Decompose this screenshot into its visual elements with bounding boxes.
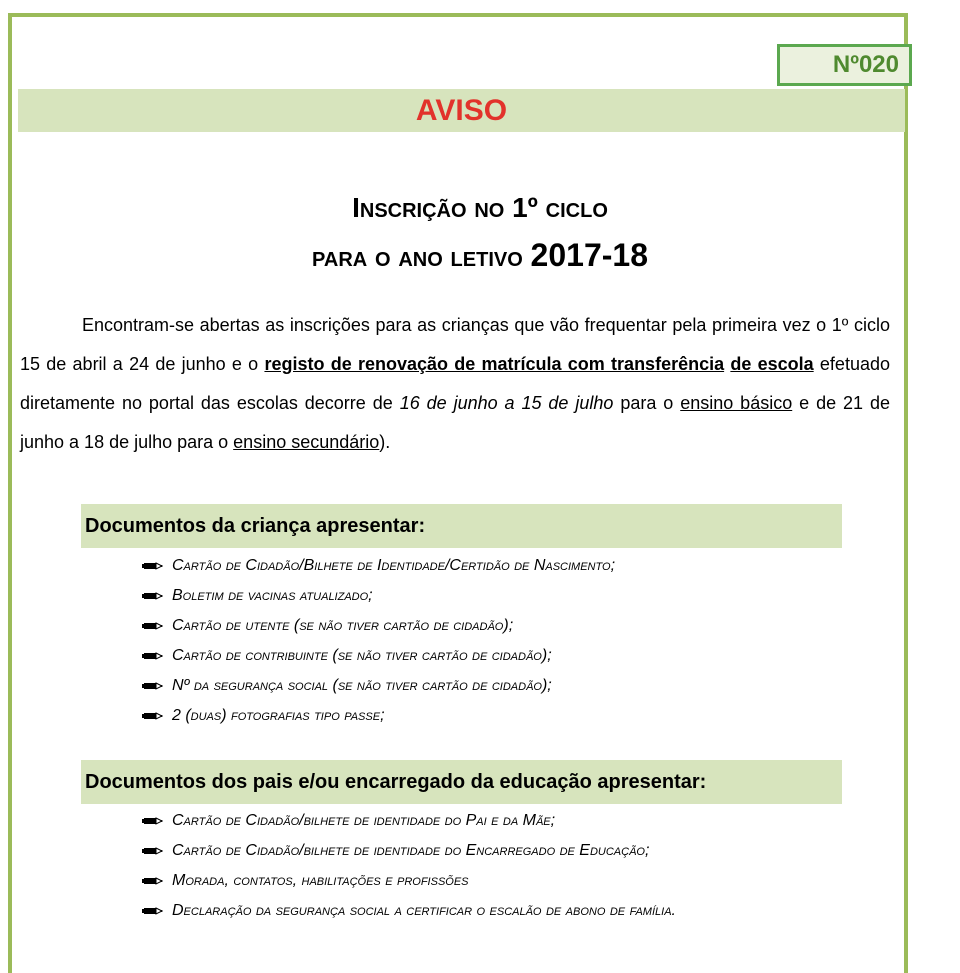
- title-line-2: [0, 237, 960, 274]
- para-text: efetuado diretamente no portal das escolas decorre de: [20, 354, 890, 413]
- list-item-text: Cartão de Cidadão/Bilhete de Identidade/Certidão de Nascimento;: [172, 557, 616, 574]
- para-text: Encontram-se abertas as inscrições para as crianças que vão frequentar pela primeira vez o 1º ciclo 15 de abril a 24 de junho e o: [20, 315, 890, 374]
- aviso-label: AVISO: [415, 93, 508, 127]
- child-documents-list: [142, 551, 615, 731]
- section-heading-text: Documentos da criança apresentar:: [85, 514, 426, 537]
- para-school-highlight: de escola: [730, 354, 814, 374]
- pen-icon: [142, 590, 164, 602]
- para-ensino-basico: ensino básico: [680, 393, 793, 413]
- announcement-paragraph: [20, 306, 890, 462]
- title-line-2-text: para o ano letivo: [312, 241, 531, 272]
- pen-icon: [142, 905, 164, 917]
- pen-icon: [142, 680, 164, 692]
- notice-number: Nº020: [832, 51, 899, 78]
- title-line-1: Inscrição no 1º ciclo: [352, 192, 608, 223]
- pen-icon: [142, 620, 164, 632]
- list-item-text: Cartão de Cidadão/bilhete de identidade do Encarregado de Educação;: [172, 842, 650, 859]
- list-item: [142, 896, 676, 926]
- list-item-text: Cartão de contribuinte (se não tiver cartão de cidadão);: [172, 647, 552, 664]
- list-item: [142, 806, 676, 836]
- pen-icon: [142, 875, 164, 887]
- section-heading-text: Documentos dos pais e/ou encarregado da educação apresentar:: [85, 770, 707, 793]
- para-text: e de 21 de junho a 18 de julho para o: [20, 393, 890, 452]
- list-item: [142, 671, 615, 701]
- para-text: para o: [613, 393, 681, 413]
- pen-icon: [142, 560, 164, 572]
- list-item: [142, 581, 615, 611]
- list-item-text: Morada, contatos, habilitações e profissões: [172, 872, 469, 889]
- para-renewal-highlight: registo de renovação de matrícula com transferência: [264, 354, 725, 374]
- pen-icon: [142, 710, 164, 722]
- list-item-text: Nº da segurança social (se não tiver cartão de cidadão);: [172, 677, 552, 694]
- list-item: [142, 866, 676, 896]
- parent-documents-list: [142, 806, 676, 926]
- section-child-documents-heading: [81, 504, 842, 548]
- section-parent-documents-heading: [81, 760, 842, 804]
- list-item: [142, 611, 615, 641]
- list-item-text: Declaração da segurança social a certificar o escalão de abono de família.: [172, 902, 676, 919]
- para-date-range: 16 de junho a 15 de julho: [399, 393, 614, 413]
- list-item: [142, 836, 676, 866]
- school-year: 2017-18: [530, 237, 648, 273]
- list-item-text: Cartão de Cidadão/bilhete de identidade do Pai e da Mãe;: [172, 812, 556, 829]
- list-item-text: Cartão de utente (se não tiver cartão de cidadão);: [172, 617, 514, 634]
- pen-icon: [142, 845, 164, 857]
- list-item-text: 2 (duas) fotografias tipo passe;: [172, 707, 385, 724]
- notice-number-badge: [777, 44, 912, 86]
- pen-icon: [142, 815, 164, 827]
- pen-icon: [142, 650, 164, 662]
- list-item: [142, 641, 615, 671]
- list-item: [142, 701, 615, 731]
- para-text: ).: [379, 432, 391, 452]
- list-item-text: Boletim de vacinas atualizado;: [172, 587, 373, 604]
- aviso-banner: [18, 89, 905, 132]
- para-ensino-secundario: ensino secundário: [233, 432, 380, 452]
- list-item: [142, 551, 615, 581]
